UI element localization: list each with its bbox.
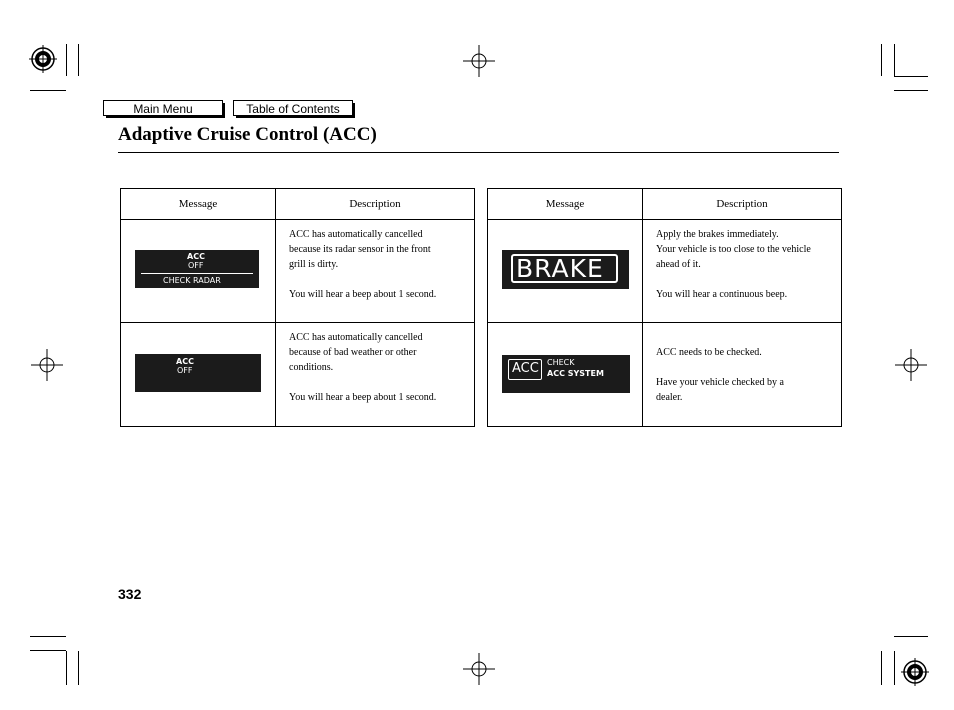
check-acc-system-display xyxy=(502,355,630,393)
table-of-contents-button[interactable]: Table of Contents xyxy=(233,100,353,116)
page-number: 332 xyxy=(118,586,142,602)
column-header-description: Description xyxy=(643,189,842,220)
display-text-acc: ACC xyxy=(176,357,194,366)
main-menu-button[interactable]: Main Menu xyxy=(103,100,223,116)
description-cell xyxy=(276,323,475,427)
registration-target-icon xyxy=(28,44,58,74)
crosshair-icon xyxy=(463,653,495,685)
display-text-check-radar: CHECK RADAR xyxy=(163,276,221,285)
dealer-note: Have your vehicle checked by a xyxy=(656,377,784,388)
message-cell xyxy=(121,220,276,323)
display-text-brake: BRAKE xyxy=(516,254,604,283)
display-text-acc-system: ACC SYSTEM xyxy=(547,369,604,378)
description-line: Apply the brakes immediately. xyxy=(656,229,779,240)
column-header-message: Message xyxy=(121,189,276,220)
display-text-acc: ACC xyxy=(187,252,205,261)
page-title: Adaptive Cruise Control (ACC) xyxy=(118,124,377,145)
column-header-description: Description xyxy=(276,189,475,220)
display-text-off: OFF xyxy=(177,366,193,375)
display-text-acc-badge: ACC xyxy=(512,361,539,376)
column-header-message: Message xyxy=(488,189,643,220)
description-line: Your vehicle is too close to the vehicle xyxy=(656,244,811,255)
description-cell xyxy=(276,220,475,323)
acc-off-check-radar-display xyxy=(135,250,259,288)
registration-target-icon xyxy=(900,657,930,687)
description-line: ACC has automatically cancelled xyxy=(289,332,423,343)
crosshair-icon xyxy=(31,349,63,381)
dealer-note: dealer. xyxy=(656,392,683,403)
message-table-left xyxy=(120,188,475,427)
beep-note: You will hear a continuous beep. xyxy=(656,289,788,300)
beep-note: You will hear a beep about 1 second. xyxy=(289,392,437,403)
description-line: because of bad weather or other xyxy=(289,347,417,358)
brake-display xyxy=(502,250,629,289)
crosshair-icon xyxy=(895,349,927,381)
description-line: ACC needs to be checked. xyxy=(656,347,762,358)
message-cell xyxy=(488,323,643,427)
title-divider xyxy=(118,152,839,153)
beep-note: You will hear a beep about 1 second. xyxy=(289,289,437,300)
description-cell xyxy=(643,323,842,427)
description-line: grill is dirty. xyxy=(289,259,339,270)
crosshair-icon xyxy=(463,45,495,77)
description-line: ACC has automatically cancelled xyxy=(289,229,423,240)
display-text-off: OFF xyxy=(188,261,204,270)
description-line: ahead of it. xyxy=(656,259,701,270)
message-cell xyxy=(488,220,643,323)
description-cell xyxy=(643,220,842,323)
description-line: conditions. xyxy=(289,362,334,373)
description-line: because its radar sensor in the front xyxy=(289,244,431,255)
message-table-right xyxy=(487,188,842,427)
message-cell xyxy=(121,323,276,427)
display-text-check: CHECK xyxy=(547,358,575,367)
acc-off-display xyxy=(135,354,261,392)
